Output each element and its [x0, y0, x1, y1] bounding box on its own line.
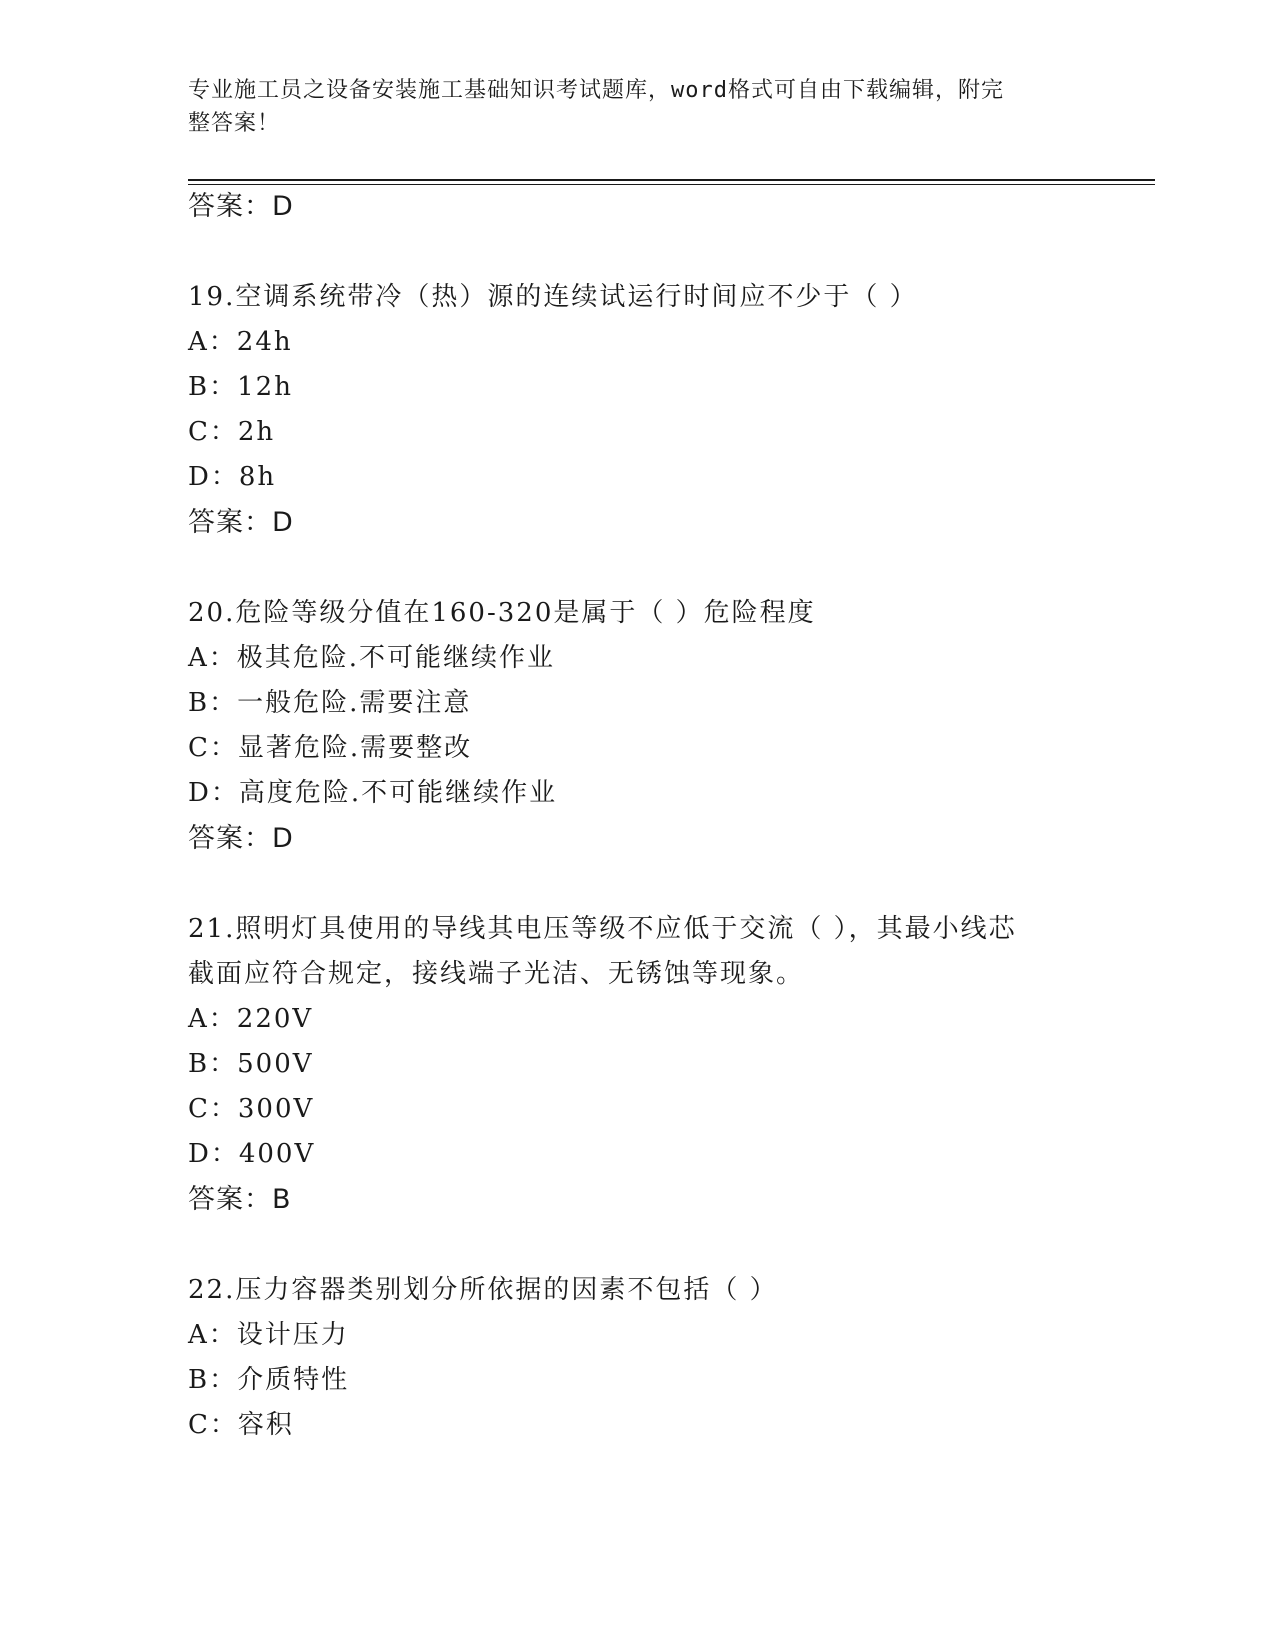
option-c: C：2h [188, 417, 276, 447]
option-a: A：24h [188, 327, 293, 357]
header-divider [188, 179, 1155, 181]
option-b: B：介质特性 [188, 1365, 350, 1395]
question-stem: 22.压力容器类别划分所依据的因素不包括（ ） [188, 1275, 778, 1305]
question-stem-line-1: 21.照明灯具使用的导线其电压等级不应低于交流（ ），其最小线芯 [188, 914, 1017, 944]
document-header [188, 74, 1068, 140]
option-d: D：8h [188, 462, 277, 492]
answer-line: 答案：B [188, 1184, 292, 1215]
option-d: D：400V [188, 1139, 316, 1169]
header-line-2: 整答案！ [188, 111, 281, 136]
option-d: D：高度危险.不可能继续作业 [188, 778, 558, 808]
question-stem: 19.空调系统带冷（热）源的连续试运行时间应不少于（ ） [188, 282, 918, 312]
option-b: B：12h [188, 372, 293, 402]
option-c: C：300V [188, 1094, 315, 1124]
question-stem-line-2: 截面应符合规定，接线端子光洁、无锈蚀等现象。 [188, 959, 805, 989]
answer-line: 答案：D [188, 823, 294, 854]
question-stem: 20.危险等级分值在160-320是属于（ ）危险程度 [188, 598, 816, 628]
answer-line: 答案：D [188, 507, 294, 538]
option-a: A：极其危险.不可能继续作业 [188, 643, 556, 673]
option-a: A：220V [188, 1004, 314, 1034]
option-a: A：设计压力 [188, 1320, 349, 1350]
header-line-1: 专业施工员之设备安装施工基础知识考试题库，word格式可自由下载编辑，附完 [188, 78, 1004, 103]
option-c: C：容积 [188, 1410, 294, 1440]
option-b: B：一般危险.需要注意 [188, 688, 472, 718]
header-divider-thin [188, 184, 1155, 185]
option-c: C：显著危险.需要整改 [188, 733, 473, 763]
answer-line: 答案：D [188, 191, 294, 222]
option-b: B：500V [188, 1049, 314, 1079]
